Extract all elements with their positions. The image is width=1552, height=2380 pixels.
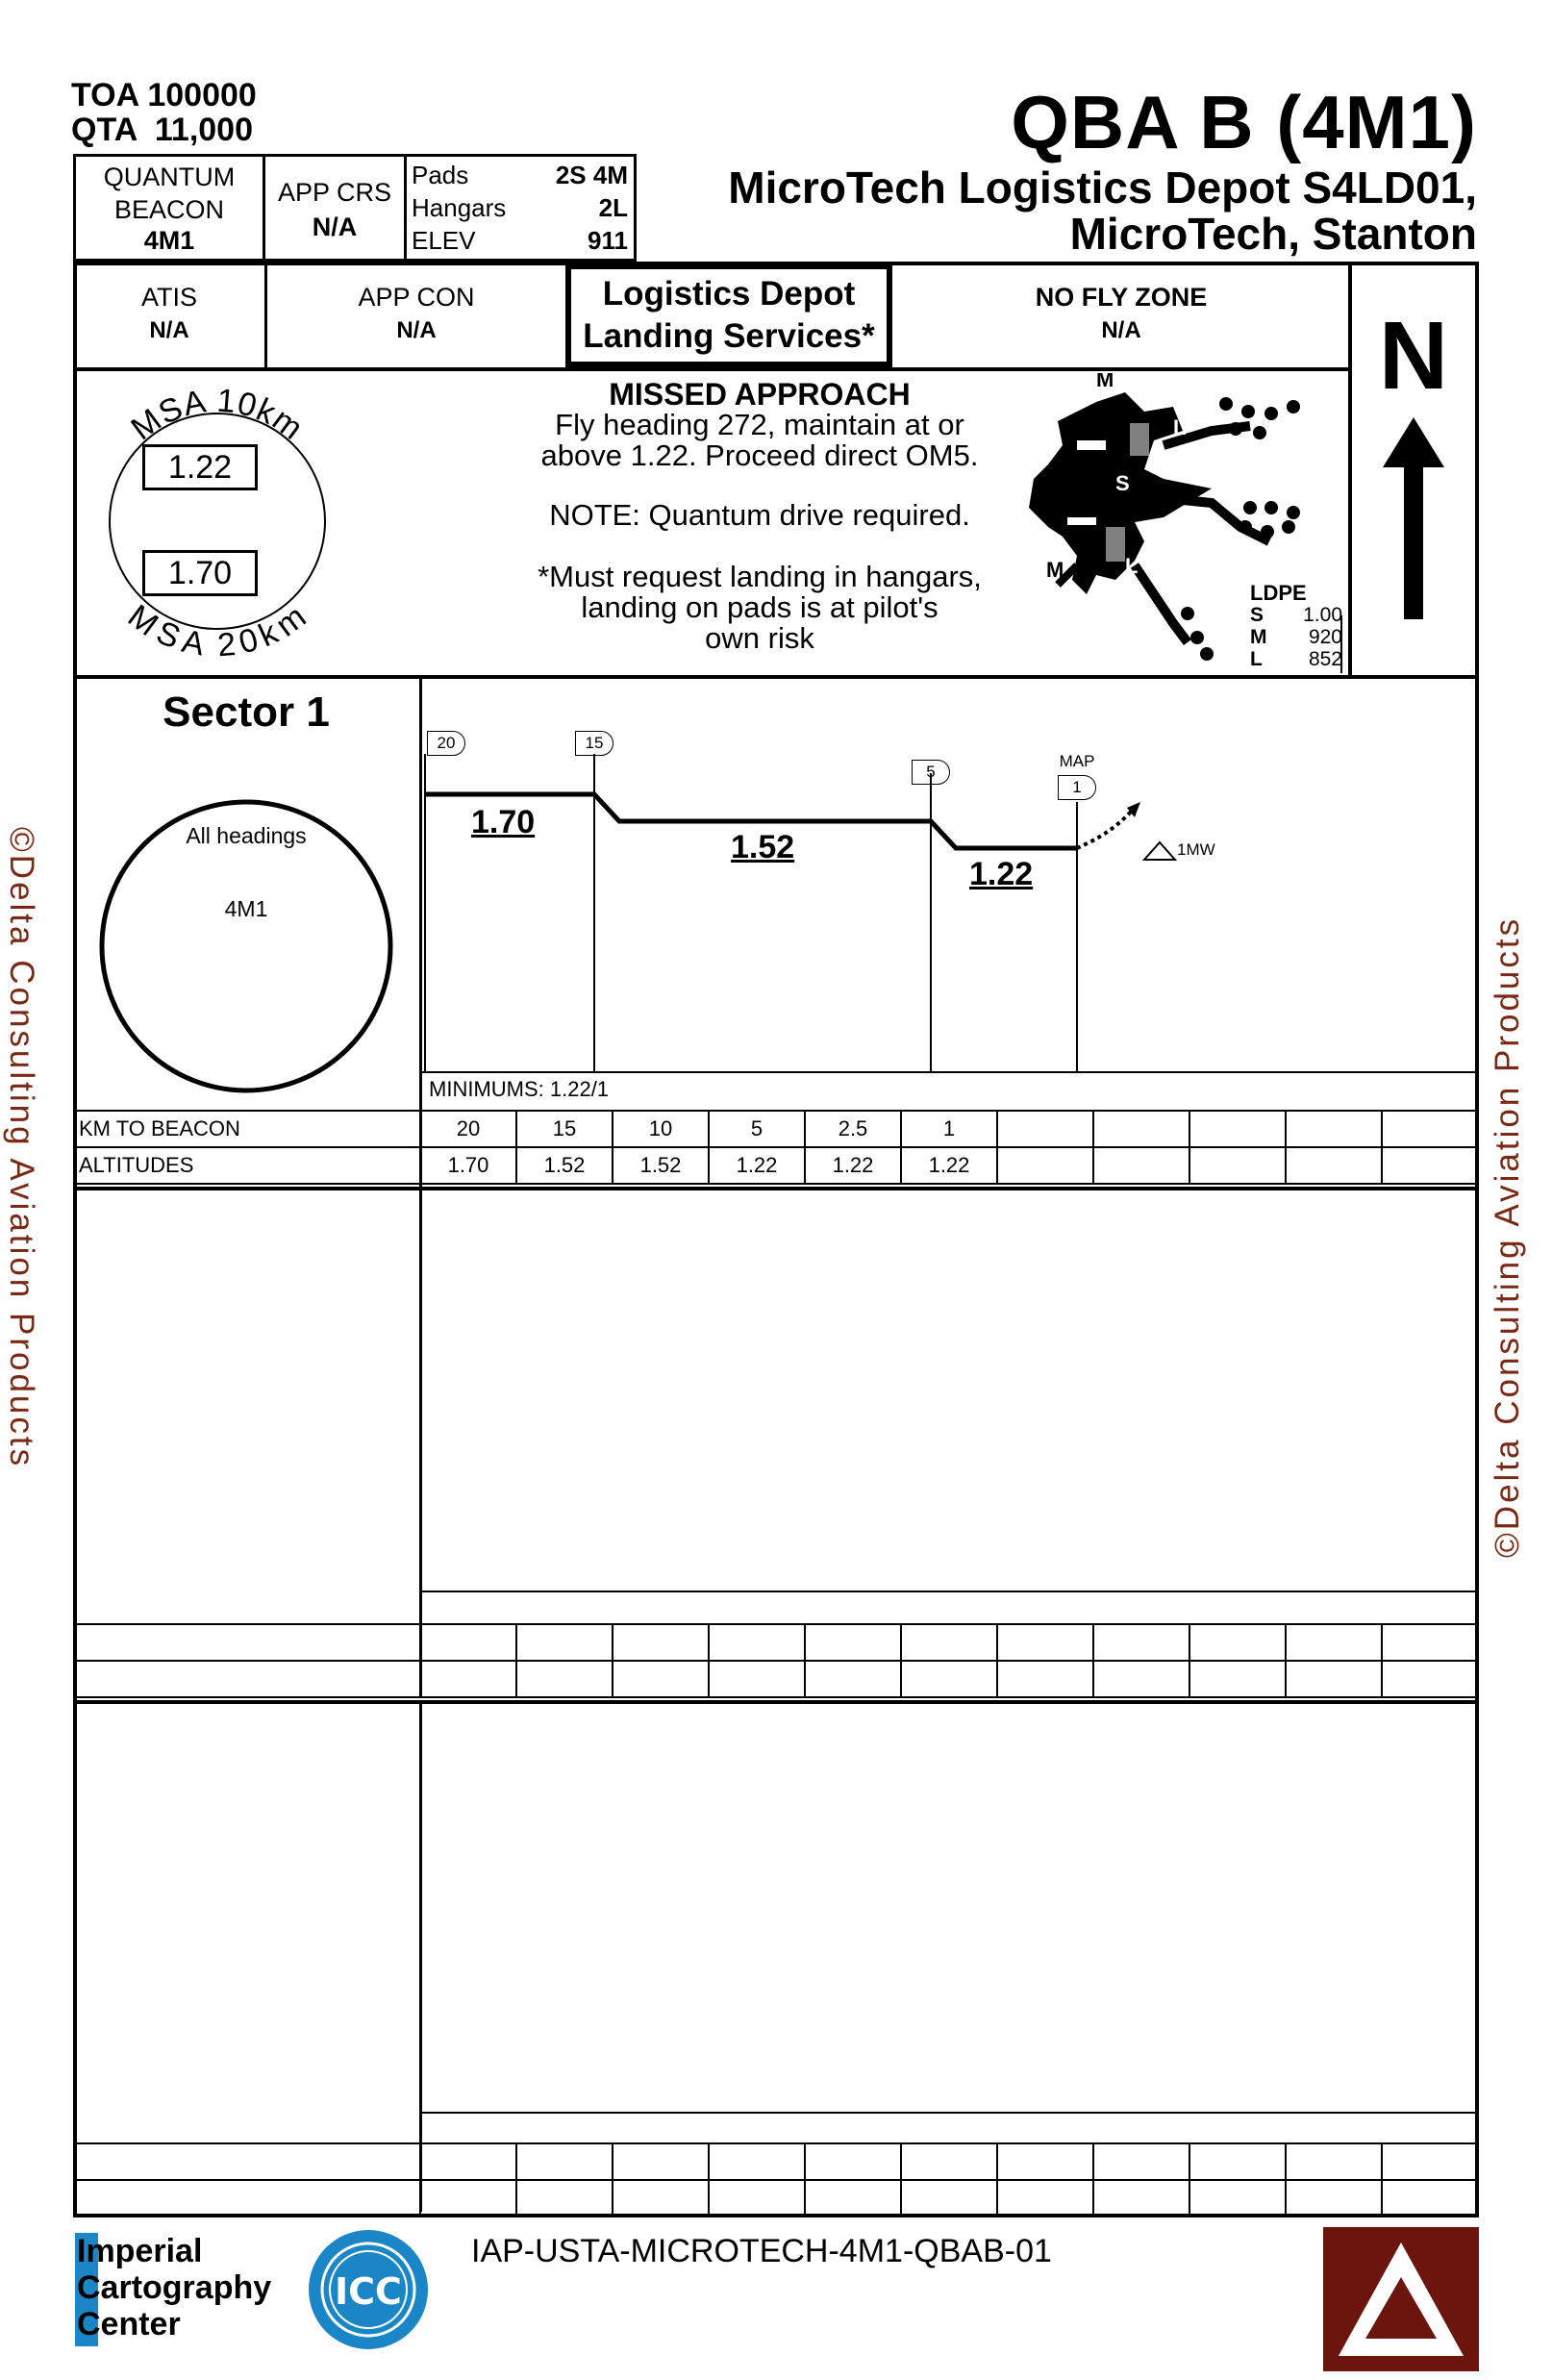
sector-title: Sector 1: [163, 689, 330, 736]
pads-box: [404, 154, 637, 262]
table-row: [74, 1624, 1478, 1661]
msa-top-label: MSA 10km: [124, 382, 311, 448]
km-cell: 20: [420, 1111, 516, 1147]
atis-label: ATIS: [140, 283, 197, 312]
beacon-box: [73, 154, 265, 262]
app-crs-value: N/A: [312, 213, 358, 241]
icc-logo-line-3: Center: [77, 2306, 181, 2342]
table-row: [74, 2143, 1478, 2180]
minimums-text: MINIMUMS: 1.22/1: [429, 1077, 610, 1101]
depot-marker-m2: M: [1046, 558, 1064, 582]
map-label: MAP: [1059, 752, 1095, 770]
km-cell: [1382, 1111, 1478, 1147]
ldpe-code-m: M: [1250, 626, 1267, 648]
landing-warning-2: landing on pads is at pilot's: [581, 590, 939, 624]
alt-cell: 1.52: [613, 1147, 709, 1184]
km-cell: 1: [901, 1111, 997, 1147]
toa-text: TOA 100000: [71, 77, 257, 113]
pads-value: 2S 4M: [555, 161, 628, 189]
segment-altitude-3: 1.22: [969, 856, 1034, 892]
km-cell: [997, 1111, 1093, 1147]
icc-logo-line-2: Cartography: [77, 2269, 272, 2306]
depot-marker-m1: M: [1096, 373, 1114, 391]
landing-services-box[interactable]: [565, 263, 892, 367]
no-fly-label: NO FLY ZONE: [1035, 283, 1208, 312]
hangars-value: 2L: [598, 193, 628, 222]
alt-cell: [1286, 1147, 1382, 1184]
app-crs-box: [263, 154, 407, 262]
north-arrow-icon: [1348, 413, 1479, 625]
watermark-right: ©Delta Consulting Aviation Products: [1489, 915, 1526, 1558]
facility-line-1: MicroTech Logistics Depot S4LD01,: [728, 163, 1477, 213]
icc-seal-icon: [306, 2227, 431, 2352]
delta-logo-icon: [1323, 2227, 1479, 2371]
app-con-value: N/A: [396, 317, 437, 343]
km-cell: 5: [709, 1111, 805, 1147]
alt-cell: [1093, 1147, 1189, 1184]
alt-cell: 1.22: [805, 1147, 901, 1184]
hangars-label: Hangars: [412, 193, 507, 222]
alt-cell: [1189, 1147, 1286, 1184]
km-cell: [1189, 1111, 1286, 1147]
ldpe-value-s: 1.00: [1303, 604, 1342, 626]
km-cell: [1093, 1111, 1189, 1147]
fix-20: 20: [427, 731, 465, 756]
beacon-label: QUANTUM BEACON: [103, 163, 236, 224]
beacon-value: 4M1: [143, 226, 195, 255]
depot-marker-l1: L: [1173, 415, 1187, 439]
empty-table-3: [73, 2142, 1479, 2217]
fix-15: 15: [575, 731, 613, 756]
landing-warning-3: own risk: [705, 621, 814, 655]
ldpe-value-m: 920: [1308, 626, 1342, 648]
km-cell: 15: [516, 1111, 613, 1147]
alt-cell: [997, 1147, 1093, 1184]
sector-headings: All headings: [186, 823, 307, 848]
atis-value: N/A: [149, 317, 189, 343]
document-id: IAP-USTA-MICROTECH-4M1-QBAB-01: [471, 2233, 1052, 2269]
qta-text: QTA 11,000: [71, 112, 253, 148]
landing-warning-1: *Must request landing in hangars,: [538, 560, 982, 593]
depot-marker-l2: L: [1125, 554, 1139, 578]
depot-diagram: [1019, 373, 1327, 671]
segment-altitude-1: 1.70: [471, 804, 536, 840]
missed-approach-note: NOTE: Quantum drive required.: [549, 498, 970, 532]
table-row: [74, 1661, 1478, 1697]
segment-altitude-2: 1.52: [731, 829, 795, 865]
elev-value: 911: [588, 226, 628, 255]
table-row: [74, 1147, 1478, 1184]
elev-label: ELEV: [412, 226, 476, 255]
alt-cell: 1.52: [516, 1147, 613, 1184]
alt-cell: 1.70: [420, 1147, 516, 1184]
km-cell: [1286, 1111, 1382, 1147]
ldpe-title: LDPE: [1250, 581, 1307, 605]
msa-diagram: [83, 377, 352, 665]
landing-line-1: Logistics Depot: [602, 275, 856, 313]
empty-table-2: [73, 1623, 1479, 1698]
landing-line-2: Landing Services*: [583, 317, 875, 355]
missed-approach-line-1: Fly heading 272, maintain at or: [555, 408, 964, 441]
alt-cell: 1.22: [709, 1147, 805, 1184]
msa-outer-value: 1.70: [142, 550, 258, 596]
alt-label: ALTITUDES: [74, 1147, 420, 1184]
ldpe-code-s: S: [1250, 604, 1264, 626]
missed-approach-title: MISSED APPROACH: [609, 377, 911, 412]
km-altitude-table: [73, 1110, 1479, 1185]
table-row: [74, 2180, 1478, 2217]
depot-marker-s: S: [1115, 471, 1130, 495]
facility-line-2: MicroTech, Stanton: [1069, 209, 1477, 259]
north-label: N: [1378, 302, 1449, 410]
km-cell: 2.5: [805, 1111, 901, 1147]
app-crs-label: APP CRS: [277, 178, 392, 207]
procedure-title: QBA B (4M1): [1011, 80, 1477, 164]
no-fly-value: N/A: [1101, 317, 1141, 343]
km-cell: 10: [613, 1111, 709, 1147]
ldpe-value-l: 852: [1308, 648, 1342, 670]
msa-inner-value: 1.22: [142, 444, 258, 490]
msa-bottom-label: MSA 20km: [120, 597, 314, 664]
table-row: [74, 1111, 1478, 1147]
km-label: KM TO BEACON: [74, 1111, 420, 1147]
fix-5: 5: [912, 760, 950, 785]
svg-text:ICC: ICC: [335, 2270, 402, 2313]
app-con-label: APP CON: [358, 283, 475, 312]
alt-cell: 1.22: [901, 1147, 997, 1184]
icc-logo-line-1: Imperial: [77, 2233, 203, 2269]
watermark-left: ©Delta Consulting Aviation Products: [3, 827, 40, 1469]
fix-1: 1: [1058, 775, 1096, 800]
pads-label: Pads: [412, 161, 469, 189]
obstacle-label: 1MW: [1177, 840, 1215, 859]
missed-approach-line-2: above 1.22. Proceed direct OM5.: [540, 438, 979, 472]
alt-cell: [1382, 1147, 1478, 1184]
ldpe-code-l: L: [1250, 648, 1263, 670]
sector-beacon: 4M1: [224, 896, 268, 921]
